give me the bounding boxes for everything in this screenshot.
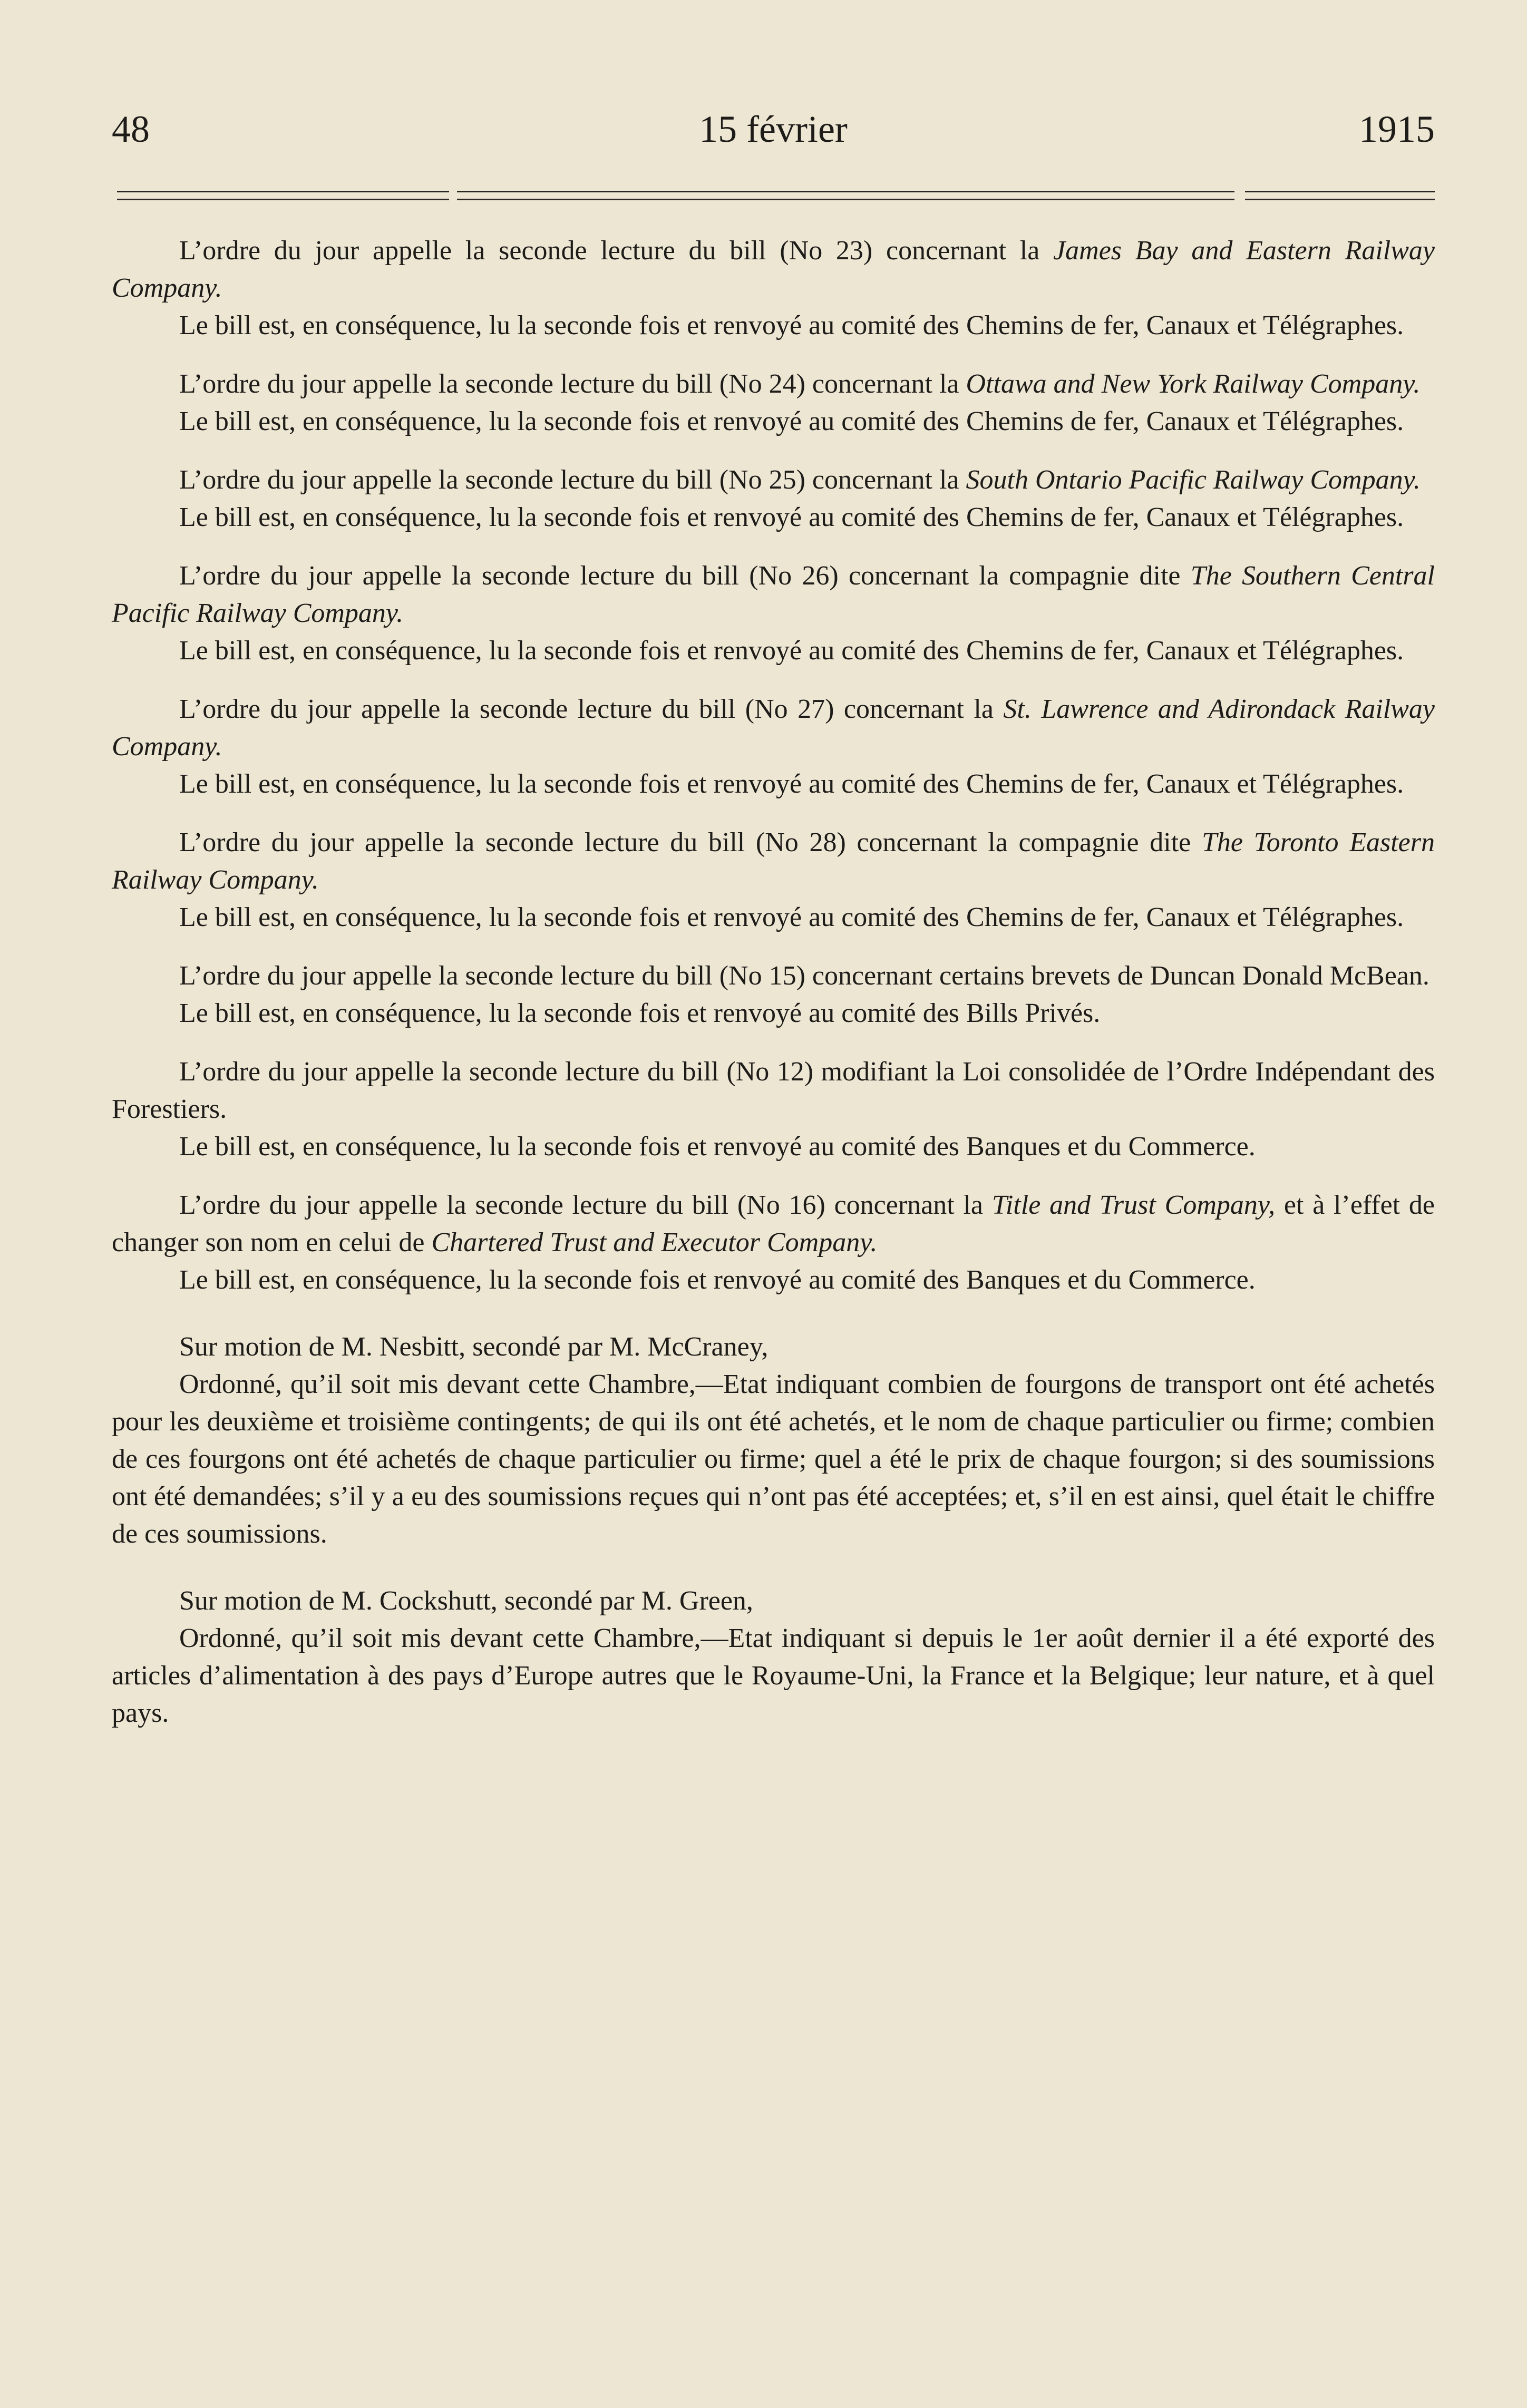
company-name: The Toronto Eastern Railway Company. (112, 827, 1435, 895)
bill-23-entry (112, 232, 1435, 344)
bill-result: Le bill est, en conséquence, lu la seconde fois et renvoyé au comité des Bills Privés. (179, 998, 1101, 1028)
header-date: 15 février (699, 108, 848, 150)
rule-segment-left (117, 191, 449, 200)
page-header (112, 100, 1435, 158)
document-page (112, 0, 1435, 2408)
company-name: Title and Trust Company, (991, 1190, 1276, 1220)
company-name: James Bay and Eastern Railway Company. (112, 236, 1435, 303)
motion-cockshutt (112, 1582, 1435, 1732)
bill-15-entry (112, 957, 1435, 1032)
bill-12-entry (112, 1053, 1435, 1165)
company-name: Ottawa and New York Railway Company. (966, 369, 1421, 399)
order-of-day: L’ordre du jour appelle la seconde lecture du bill (No 23) concernant la James Bay and Eastern Railway Company. (112, 236, 1435, 303)
header-year: 1915 (1359, 108, 1435, 150)
bill-25-entry (112, 461, 1435, 536)
motion-order: Ordonné, qu’il soit mis devant cette Chambre,—Etat indiquant combien de fourgons de transport ont été achetés pour les deuxième et troisième contingents; de qui ils ont été achetés, et le nom de chaque particulier ou firme; combien de ces fourgons ont été achetés de chaque particulier ou firme; quel a été le prix de chaque fourgon; si des soumissions ont été demandées; s’il y a eu des soumissions reçues qui n’ont pas été acceptées; et, s’il en est ainsi, quel était le chiffre de ces soumissions. (112, 1369, 1435, 1549)
bill-result: Le bill est, en conséquence, lu la seconde fois et renvoyé au comité des Chemins de fer, Canaux et Télégraphes. (179, 406, 1404, 436)
journal-body (112, 232, 1435, 1753)
bill-result: Le bill est, en conséquence, lu la seconde fois et renvoyé au comité des Chemins de fer, Canaux et Télégraphes. (179, 769, 1404, 799)
bill-result: Le bill est, en conséquence, lu la seconde fois et renvoyé au comité des Chemins de fer, Canaux et Télégraphes. (179, 902, 1404, 932)
new-company-name: Chartered Trust and Executor Company. (431, 1227, 878, 1257)
company-name: South Ontario Pacific Railway Company. (966, 465, 1421, 495)
company-name: St. Lawrence and Adirondack Railway Company. (112, 694, 1435, 762)
rule-segment-middle (457, 191, 1234, 200)
header-rule (117, 191, 1435, 203)
bill-result: Le bill est, en conséquence, lu la seconde fois et renvoyé au comité des Chemins de fer, Canaux et Télégraphes. (179, 636, 1404, 666)
motion-nesbitt (112, 1328, 1435, 1553)
order-of-day: L’ordre du jour appelle la seconde lecture du bill (No 28) concernant la compagnie dite The Toronto Eastern Railway Company. (112, 827, 1435, 895)
rule-segment-right (1245, 191, 1435, 200)
bill-24-entry (112, 365, 1435, 440)
order-of-day: L’ordre du jour appelle la seconde lecture du bill (No 26) concernant la compagnie dite The Southern Central Pacific Railway Company. (112, 561, 1435, 628)
order-of-day: L’ordre du jour appelle la seconde lecture du bill (No 24) concernant la Ottawa and New York Railway Company. (179, 369, 1421, 399)
bill-result: Le bill est, en conséquence, lu la seconde fois et renvoyé au comité des Banques et du Commerce. (179, 1265, 1256, 1295)
bill-28-entry (112, 824, 1435, 936)
bill-result: Le bill est, en conséquence, lu la seconde fois et renvoyé au comité des Banques et du Commerce. (179, 1132, 1256, 1162)
motion-mover: Sur motion de M. Cockshutt, secondé par M. Green, (179, 1586, 753, 1616)
bill-result: Le bill est, en conséquence, lu la seconde fois et renvoyé au comité des Chemins de fer, Canaux et Télégraphes. (179, 502, 1404, 532)
page-number: 48 (112, 108, 150, 150)
motion-mover: Sur motion de M. Nesbitt, secondé par M. McCraney, (179, 1332, 769, 1362)
motion-order: Ordonné, qu’il soit mis devant cette Chambre,—Etat indiquant si depuis le 1er août dernier il a été exporté des articles d’alimentation à des pays d’Europe autres que le Royaume-Uni, la France et la Belgique; leur nature, et à quel pays. (112, 1623, 1435, 1728)
order-of-day: L’ordre du jour appelle la seconde lecture du bill (No 25) concernant la South Ontario Pacific Railway Company. (179, 465, 1421, 495)
order-of-day: L’ordre du jour appelle la seconde lecture du bill (No 16) concernant la Title and Trust Company, et à l’effet de changer son nom en celui de Chartered Trust and Executor Company. (112, 1190, 1435, 1257)
order-of-day: L’ordre du jour appelle la seconde lecture du bill (No 27) concernant la St. Lawrence and Adirondack Railway Company. (112, 694, 1435, 762)
bill-result: Le bill est, en conséquence, lu la seconde fois et renvoyé au comité des Chemins de fer, Canaux et Télégraphes. (179, 310, 1404, 340)
bill-27-entry (112, 690, 1435, 803)
bill-26-entry (112, 557, 1435, 669)
bill-16-entry (112, 1186, 1435, 1299)
order-of-day: L’ordre du jour appelle la seconde lecture du bill (No 12) modifiant la Loi consolidée de l’Ordre Indépendant des Forestiers. (112, 1057, 1435, 1124)
order-of-day: L’ordre du jour appelle la seconde lecture du bill (No 15) concernant certains brevets de Duncan Donald McBean. (179, 961, 1429, 991)
company-name: The Southern Central Pacific Railway Company. (112, 561, 1435, 628)
